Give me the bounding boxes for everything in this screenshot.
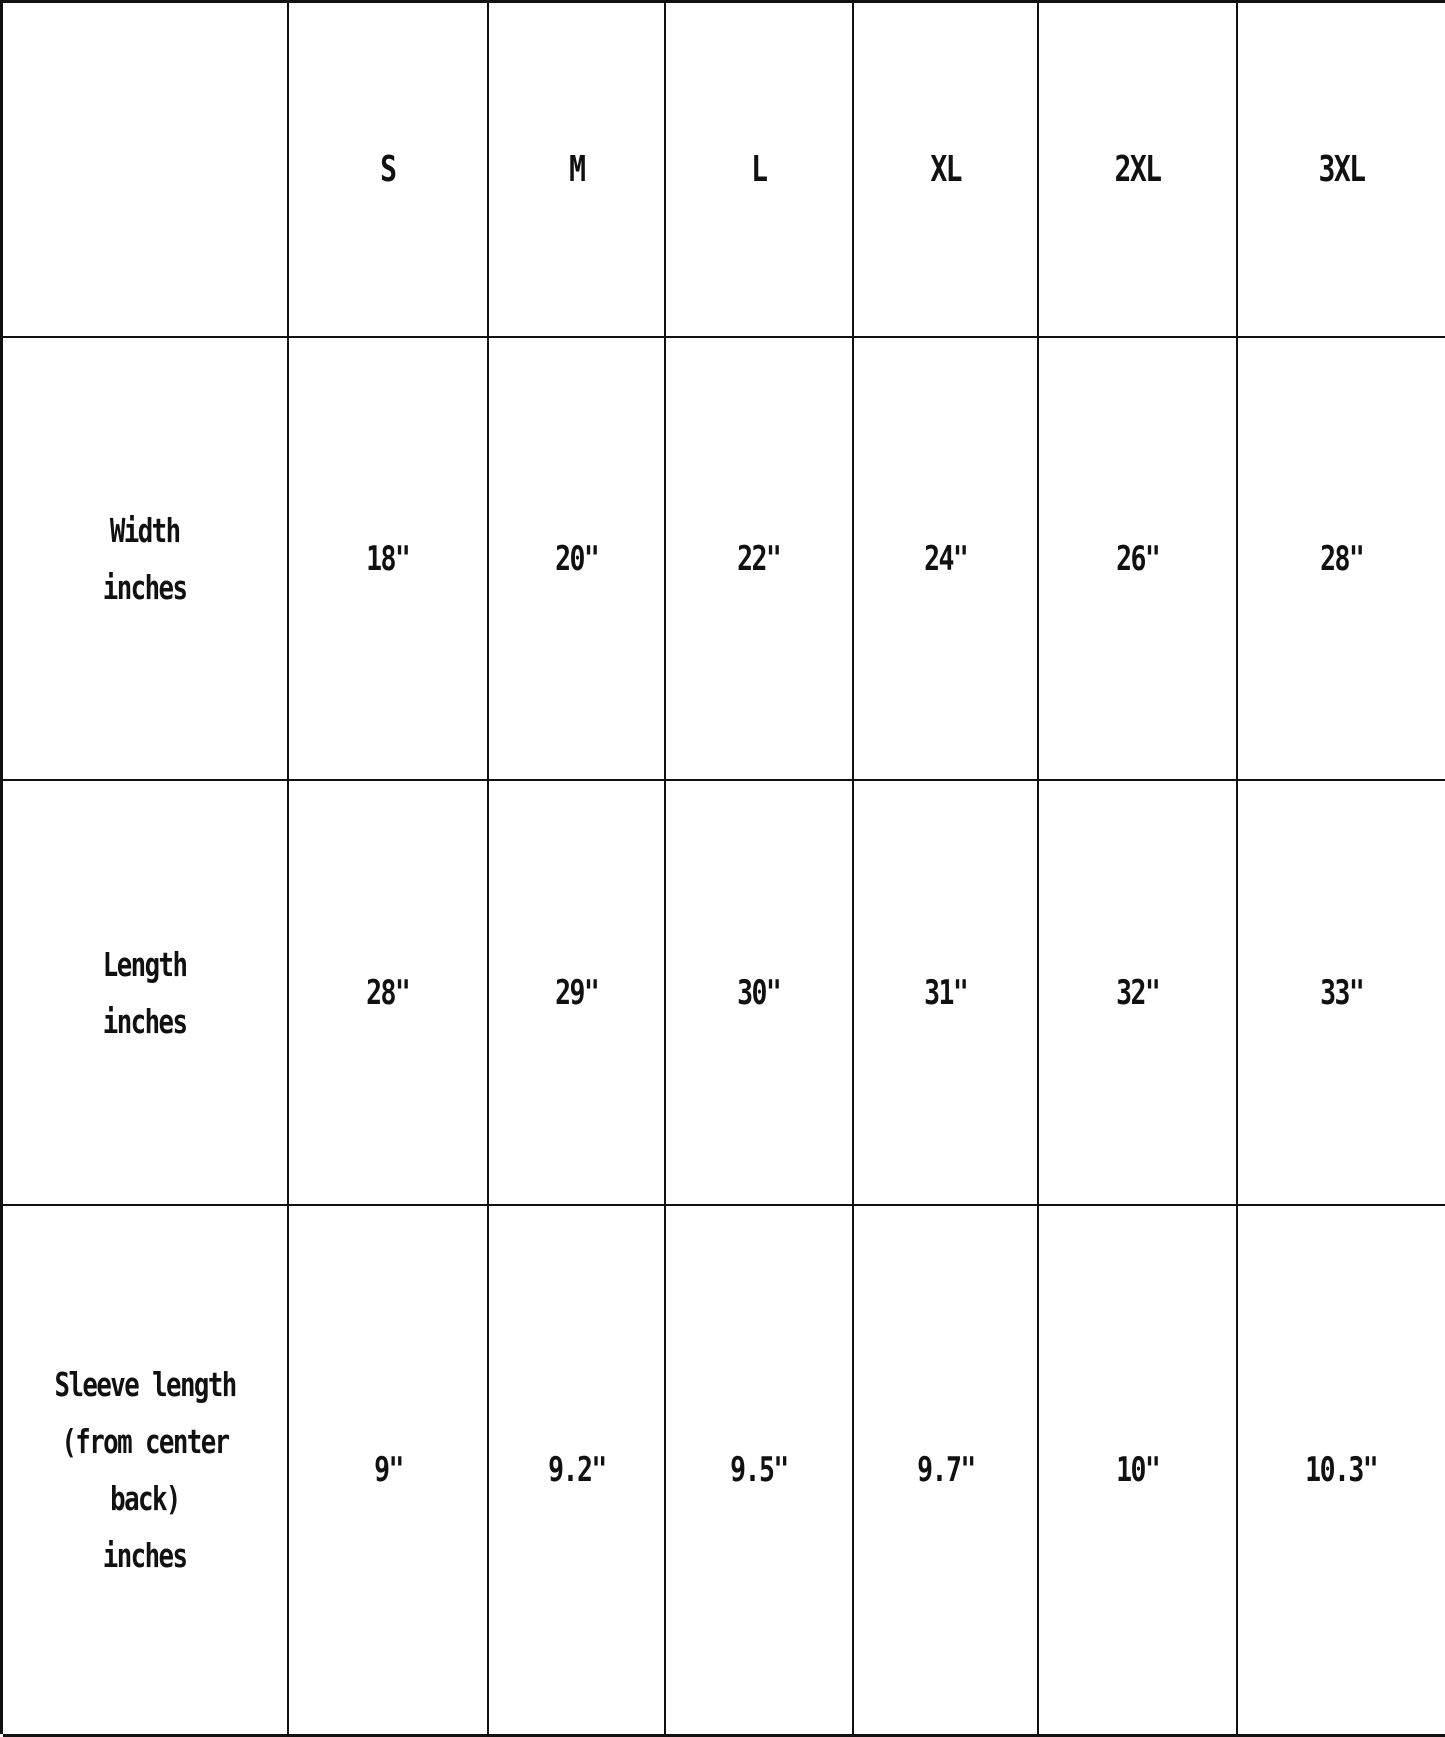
value-cell xyxy=(289,338,489,781)
value-text: 30" xyxy=(737,972,781,1013)
value-cell xyxy=(1039,338,1238,781)
value-cell xyxy=(289,1206,489,1737)
value-cell xyxy=(489,781,666,1206)
row-label-length xyxy=(3,781,289,1206)
value-text: 9" xyxy=(373,1450,403,1490)
size-header-label: 3XL xyxy=(1318,149,1365,190)
size-header-cell xyxy=(1039,3,1238,338)
value-text: 9.2" xyxy=(547,1450,606,1490)
value-text: 9.5" xyxy=(730,1450,788,1490)
value-cell xyxy=(1238,1206,1445,1737)
row-label-line: (from center back) xyxy=(61,1422,229,1518)
row-label-sleeve-length xyxy=(3,1206,289,1737)
value-cell xyxy=(1039,781,1238,1206)
value-cell xyxy=(289,781,489,1206)
size-header-cell xyxy=(666,3,854,338)
value-cell xyxy=(489,1206,666,1737)
value-cell xyxy=(854,781,1039,1206)
row-label-width xyxy=(3,338,289,781)
value-text: 10.3" xyxy=(1305,1450,1378,1490)
row-label-line: inches xyxy=(103,567,187,607)
size-header-cell xyxy=(854,3,1039,338)
size-header-cell xyxy=(289,3,489,338)
row-label-line: inches xyxy=(103,1536,187,1575)
value-cell xyxy=(1238,781,1445,1206)
value-cell xyxy=(666,781,854,1206)
value-text: 29" xyxy=(554,972,599,1013)
value-text: 10" xyxy=(1115,1450,1160,1490)
row-label-line: inches xyxy=(103,1001,187,1041)
value-cell xyxy=(489,338,666,781)
row-label-line: Sleeve length xyxy=(54,1365,236,1404)
value-text: 20" xyxy=(554,538,599,579)
value-text: 31" xyxy=(923,972,968,1013)
value-text: 28" xyxy=(1319,538,1364,579)
value-text: 33" xyxy=(1319,972,1364,1013)
value-text: 18" xyxy=(366,538,410,579)
value-cell xyxy=(854,338,1039,781)
value-text: 9.7" xyxy=(916,1450,975,1490)
value-cell xyxy=(1039,1206,1238,1737)
row-label-line: Width xyxy=(110,510,180,550)
size-header-label: L xyxy=(751,149,767,190)
value-text: 28" xyxy=(366,972,410,1013)
value-cell xyxy=(1238,338,1445,781)
size-header-label: 2XL xyxy=(1114,149,1161,190)
value-text: 24" xyxy=(923,538,968,579)
value-cell xyxy=(666,1206,854,1737)
value-text: 22" xyxy=(737,538,781,579)
size-header-label: M xyxy=(568,149,585,190)
value-cell xyxy=(854,1206,1039,1737)
value-cell xyxy=(666,338,854,781)
size-header-cell xyxy=(489,3,666,338)
value-text: 26" xyxy=(1115,538,1160,579)
size-header-label: XL xyxy=(930,149,961,190)
row-label-line: Length xyxy=(103,944,187,984)
size-header-cell xyxy=(1238,3,1445,338)
corner-cell xyxy=(3,3,289,338)
value-text: 32" xyxy=(1115,972,1160,1013)
size-header-label: S xyxy=(380,149,396,190)
